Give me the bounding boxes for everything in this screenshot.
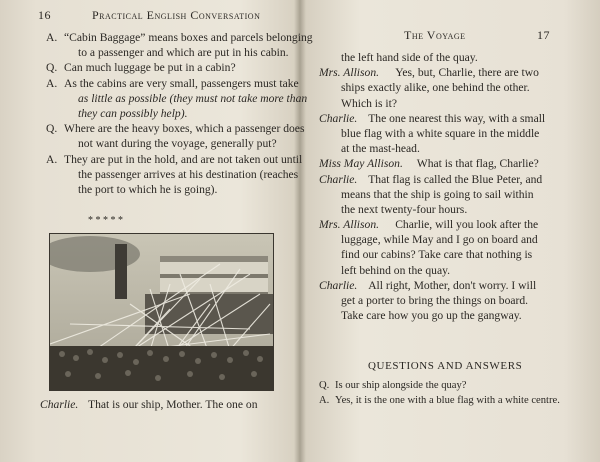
line-text: Charlie, will you look after the [395, 218, 539, 232]
caption-text: That is our ship, Mother. The one on [88, 398, 258, 411]
section-separator: * * * * * [88, 215, 123, 226]
left-page-number: 16 [38, 8, 51, 22]
text-line [319, 65, 589, 80]
text-line [319, 308, 589, 323]
text-line [46, 30, 313, 45]
line-label: Charlie. [319, 111, 358, 125]
line-text: means that the ship is going to sail within [341, 187, 534, 201]
qa-block [319, 378, 594, 408]
line-text: ships exactly alike, one behind the other. [341, 81, 530, 95]
text-line [319, 141, 589, 156]
left-text-block [46, 30, 313, 197]
line-text: as little as possible (they must not take more than [78, 91, 308, 105]
line-text: Can much luggage be put in a cabin? [64, 61, 236, 75]
line-text: at the mast-head. [341, 142, 420, 156]
text-line [46, 76, 299, 91]
line-text: luggage, while May and I go on board and [341, 233, 538, 247]
line-label: Mrs. Allison. [319, 218, 380, 232]
text-line [319, 278, 589, 293]
line-text: “Cabin Baggage” means boxes and parcels belonging [64, 31, 313, 44]
line-text: the passenger arrives at his destination (reaches [78, 167, 299, 181]
line-text: the port to which he is going). [78, 182, 218, 196]
line-text: As the cabins are very small, passengers must take [64, 76, 299, 90]
line-label: Q. [46, 61, 58, 75]
line-label: Q. [46, 122, 58, 136]
text-line [319, 96, 589, 111]
right-text-block [319, 50, 589, 323]
text-line [46, 182, 292, 197]
photo-caption [40, 397, 290, 412]
text-line [319, 111, 589, 126]
line-label: A. [46, 76, 58, 90]
text-line [46, 136, 292, 151]
text-line [46, 121, 305, 136]
text-line [319, 126, 589, 141]
text-line [46, 91, 308, 106]
right-running-head: The Voyage [404, 28, 466, 42]
line-text: the left hand side of the quay. [341, 51, 478, 64]
text-line [319, 232, 589, 247]
right-page-number: 17 [537, 28, 550, 42]
line-label: A. [46, 152, 58, 166]
line-label: A. [46, 31, 58, 44]
left-running-head: Practical English Conversation [92, 8, 261, 22]
line-text: the next twenty-four hours. [341, 202, 468, 216]
line-text: find our cabins? Take care that nothing is [341, 248, 533, 262]
line-label: A. [319, 395, 330, 407]
line-text: left behind on the quay. [341, 263, 451, 277]
text-line [46, 167, 299, 182]
line-text: All right, Mother, don't worry. I will [368, 278, 537, 292]
line-text: Take care how you go up the gangway. [341, 309, 522, 323]
line-text: That flag is called the Blue Peter, and [368, 172, 543, 186]
text-line [46, 152, 303, 167]
text-line [319, 187, 589, 202]
line-text: not want during the voyage, generally put? [78, 137, 277, 151]
text-line [319, 50, 589, 65]
line-text: Yes, but, Charlie, there are two [395, 66, 539, 80]
line-text: Where are the heavy boxes, which a passenger does [64, 122, 305, 136]
line-label: Charlie. [319, 172, 358, 186]
line-text: They are put in the hold, and are not taken out until [64, 152, 303, 166]
text-line [46, 106, 292, 121]
line-label: Q. [319, 380, 330, 391]
line-text: Yes, it is the one with a blue flag with a white centre. [335, 395, 560, 407]
text-line [319, 172, 589, 187]
line-text: blue flag with a white square in the middle [341, 126, 540, 140]
text-line [319, 217, 589, 232]
ship-photo-illustration [50, 234, 273, 390]
line-label: Mrs. Allison. [319, 66, 380, 80]
text-line [319, 156, 589, 171]
caption-speaker: Charlie. [40, 398, 79, 411]
text-line [319, 378, 594, 393]
line-text: The one nearest this way, with a small [368, 111, 546, 125]
text-line [46, 45, 292, 60]
text-line [46, 60, 292, 75]
text-line [319, 393, 594, 408]
line-label: Miss May Allison. [319, 157, 403, 171]
ship-photograph [49, 233, 274, 391]
line-text: Which is it? [341, 96, 398, 110]
line-label: Charlie. [319, 278, 358, 292]
text-line [319, 80, 589, 95]
line-text: Is our ship alongside the quay? [335, 380, 467, 391]
line-text: to a passenger and which are put in his cabin. [78, 46, 289, 60]
questions-answers-heading: QUESTIONS AND ANSWERS [368, 360, 523, 372]
text-line [319, 263, 589, 278]
text-line [319, 293, 589, 308]
text-line [319, 247, 589, 262]
line-text: What is that flag, Charlie? [416, 157, 539, 171]
right-page [301, 0, 600, 462]
line-text: they can possibly help). [78, 106, 188, 120]
text-line [319, 202, 589, 217]
line-text: get a porter to bring the things on board. [341, 294, 529, 307]
